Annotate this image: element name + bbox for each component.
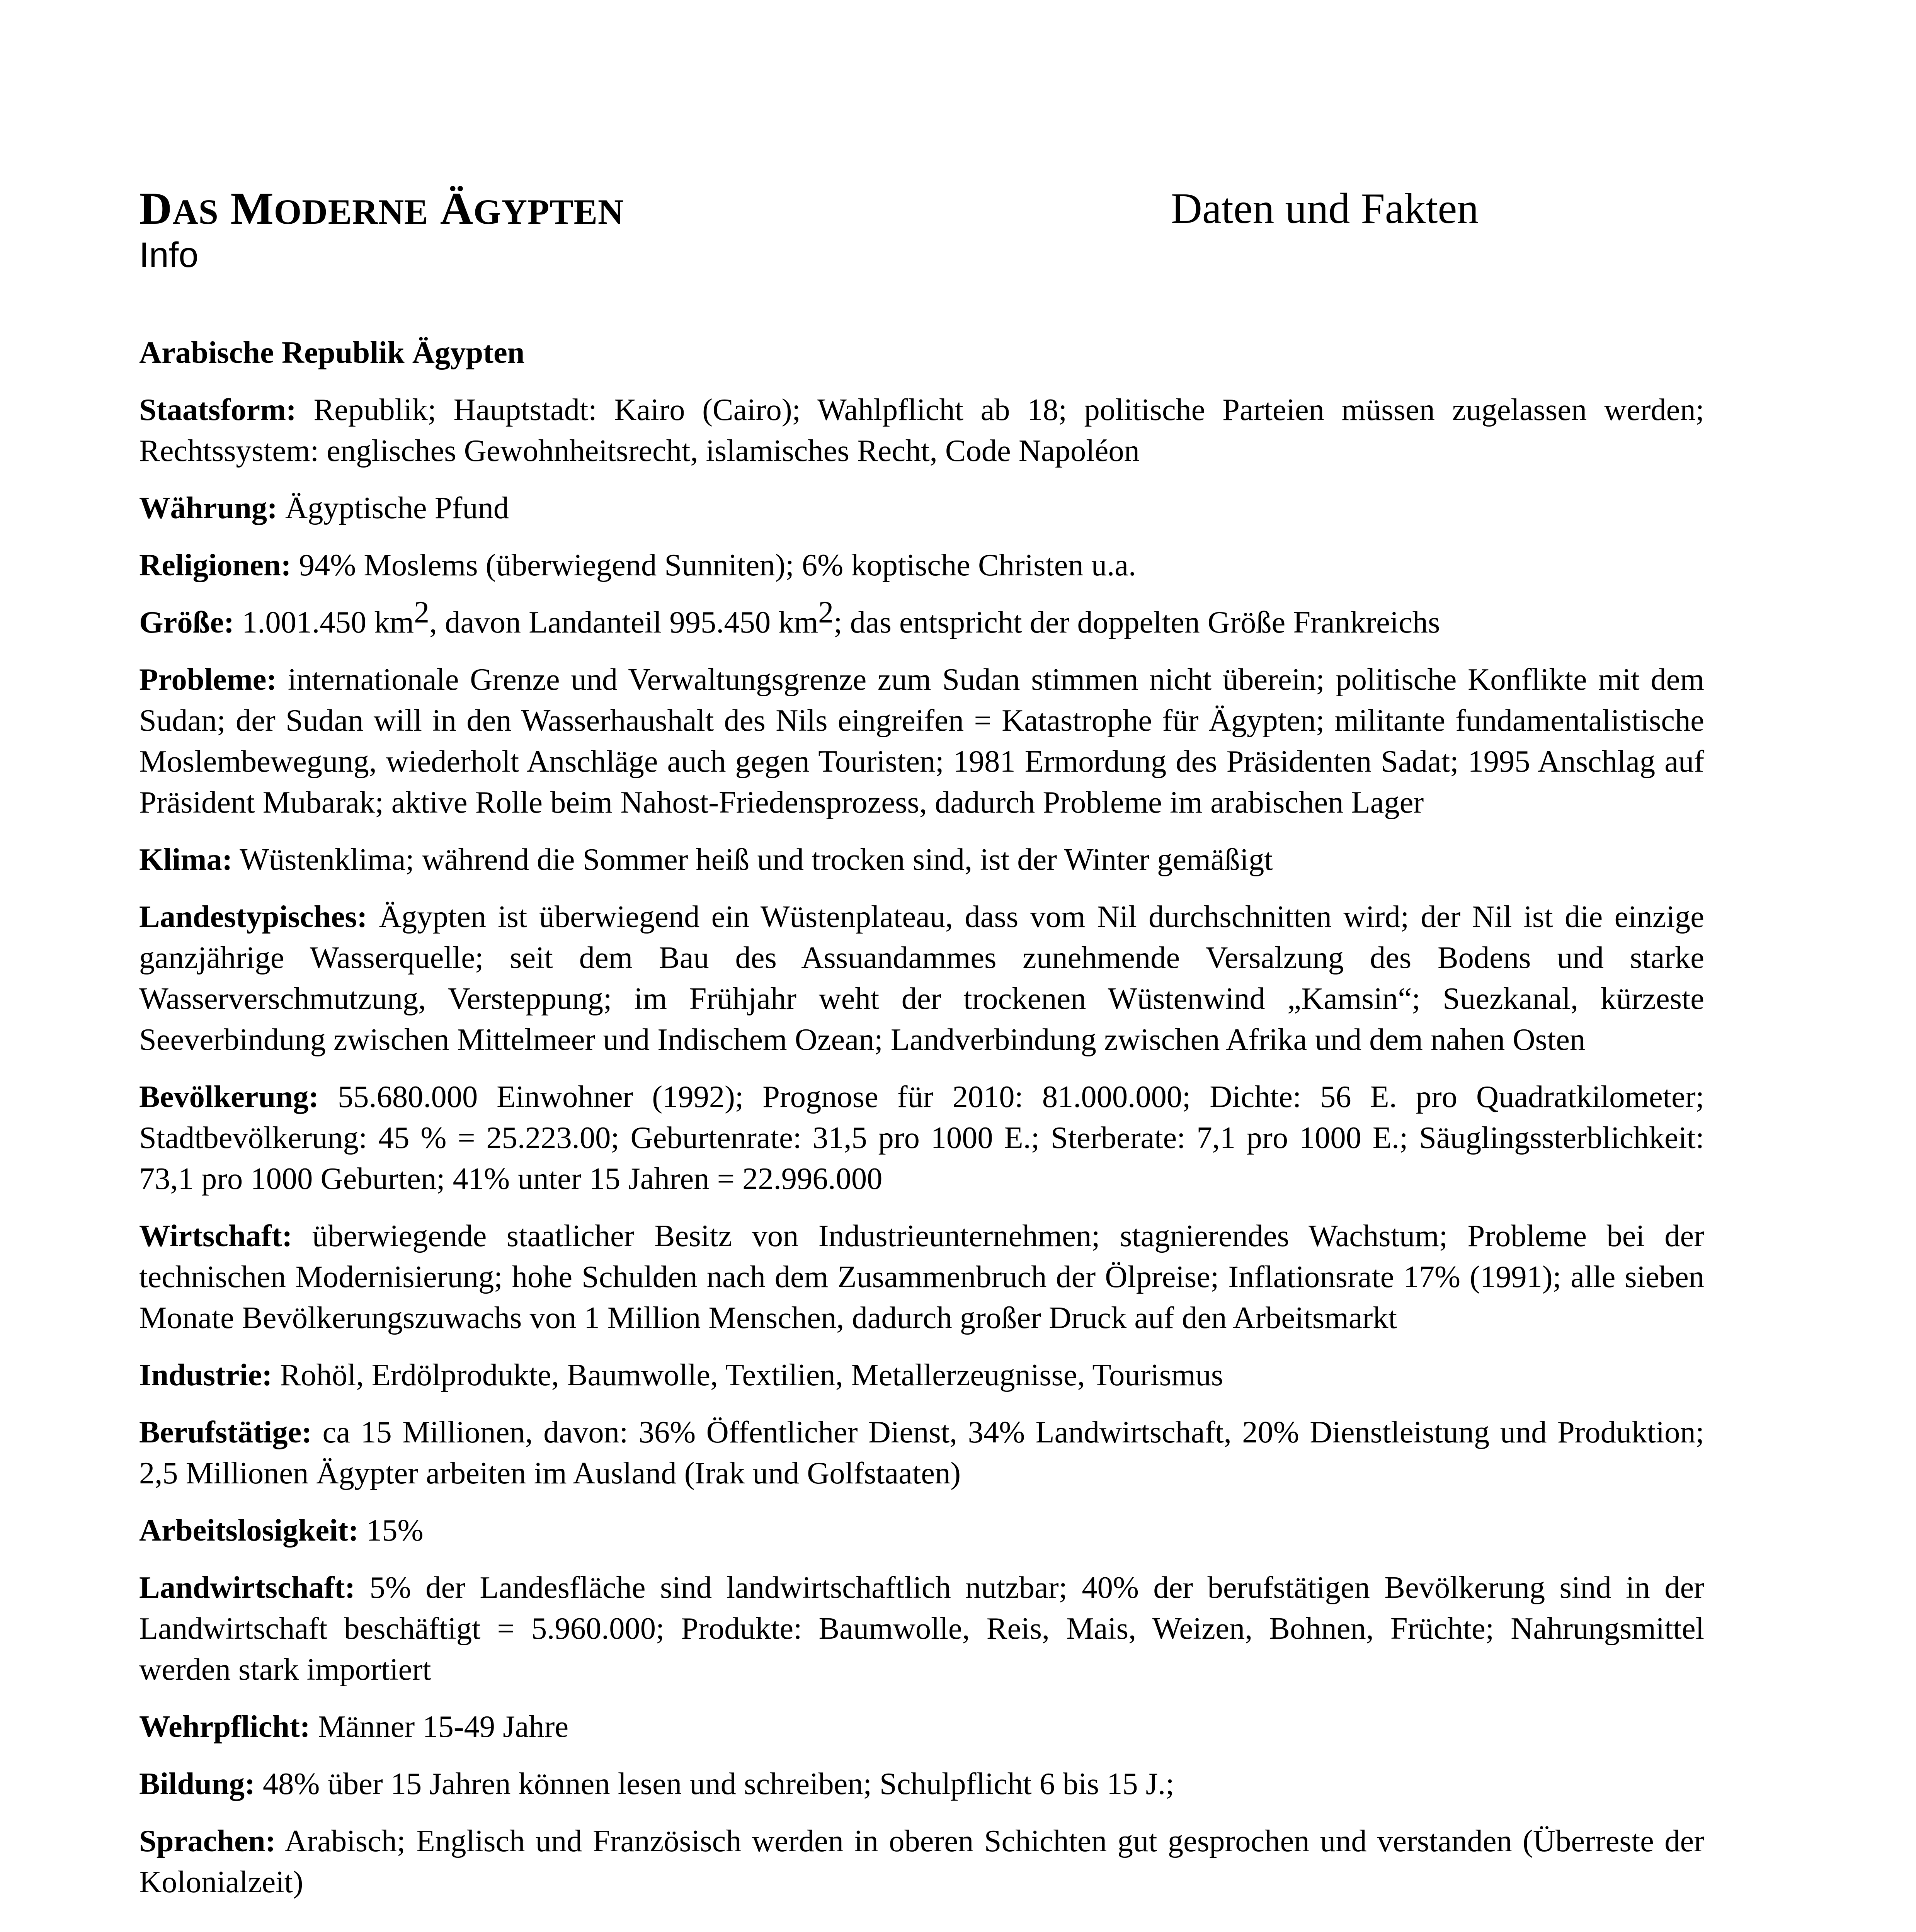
entry-staatsform [139,389,1704,471]
entry-text: Republik; Hauptstadt: Kairo (Cairo); Wahlpflicht ab 18; politische Parteien müssen zugelassen werden; Rechtssystem: englisches Gewohnheitsrecht, islamisches Recht, Code Napoléon [139,393,1704,468]
title-rest-1: AS [172,192,219,231]
entry-text: Ägyptische Pfund [277,491,509,525]
title-rest-2: ODERNE [274,192,429,231]
entry-wehrpflicht [139,1706,1704,1747]
page-title [139,182,624,239]
entry-label: Größe: [139,605,234,639]
entry-label: Staatsform: [139,393,296,427]
entry-label: Bevölkerung: [139,1080,319,1114]
entry-groesse [139,595,1704,643]
entry-arbeitslosigkeit [139,1510,1704,1551]
entry-text: Rohöl, Erdölprodukte, Baumwolle, Textilien, Metallerzeugnisse, Tourismus [272,1358,1223,1392]
entry-label: Sprachen: [139,1824,276,1858]
entry-klima [139,839,1704,880]
entry-label: Probleme: [139,662,277,697]
entry-label: Landwirtschaft: [139,1570,356,1605]
entry-text: Wüstenklima; während die Sommer heiß und trocken sind, ist der Winter gemäßigt [232,842,1273,877]
fact-sheet [139,332,1704,1919]
entry-waehrung [139,488,1704,529]
entry-text: 15% [358,1513,424,1548]
entry-landestypisches [139,896,1704,1060]
entry-text: , davon Landanteil 995.450 km [429,605,818,639]
entry-text: Männer 15-49 Jahre [310,1709,569,1744]
entry-label: Arbeitslosigkeit: [139,1513,359,1548]
entry-sprachen [139,1821,1704,1903]
entry-label: Religionen: [139,548,291,582]
entry-industrie [139,1355,1704,1396]
entry-label: Industrie: [139,1358,272,1392]
entry-text: 5% der Landesfläche sind landwirtschaftlich nutzbar; 40% der berufstätigen Bevölkerung sind in der Landwirtschaft beschäftigt = 5.960.000; Produkte: Baumwolle, Reis, Mais, Weizen, Bohnen, Früchte; Nahrungsmittel werden stark importiert [139,1570,1704,1687]
page-header [139,182,1724,298]
superscript: 2 [414,595,430,629]
section-label: Daten und Fakten [1171,185,1479,233]
entry-text: 55.680.000 Einwohner (1992); Prognose für 2010: 81.000.000; Dichte: 56 E. pro Quadratkilometer; Stadtbevölkerung: 45 % = 25.223.00; Geburtenrate: 31,5 pro 1000 E.; Sterberate: 7,1 pro 1000 E.; Säuglingssterblichkeit: 73,1 pro 1000 Geburten; 41% unter 15 Jahren = 22.996.000 [139,1080,1704,1196]
entry-landwirtschaft [139,1567,1704,1690]
entry-probleme [139,659,1704,823]
entry-bevoelkerung [139,1077,1704,1199]
entry-text: 48% über 15 Jahren können lesen und schreiben; Schulpflicht 6 bis 15 J.; [255,1767,1174,1801]
superscript: 2 [818,595,834,629]
entry-wirtschaft [139,1216,1704,1338]
entry-label: Wehrpflicht: [139,1709,310,1744]
title-cap-1: D [139,183,173,234]
entry-text: internationale Grenze und Verwaltungsgrenze zum Sudan stimmen nicht überein; politische Konflikte mit dem Sudan; der Sudan will in den Wasserhaushalt des Nils eingreifen = Katastrophe für Ägypten; militante fundamentalistische Moslembewegung, wiederholt Anschläge auch gegen Touristen; 1981 Ermordung des Präsidenten Sadat; 1995 Anschlag auf Präsident Mubarak; aktive Rolle beim Nahost-Friedensprozess, dadurch Probleme im arabischen Lager [139,662,1704,820]
title-cap-3: Ä [440,183,474,234]
entry-text: überwiegende staatlicher Besitz von Industrieunternehmen; stagnierendes Wachstum; Probleme bei der technischen Modernisierung; hohe Schulden nach dem Zusammenbruch der Ölpreise; Inflationsrate 17% (1991); alle sieben Monate Bevölkerungszuwachs von 1 Million Menschen, dadurch großer Druck auf den Arbeitsmarkt [139,1219,1704,1335]
entry-text: Arabisch; Englisch und Französisch werden in oberen Schichten gut gesprochen und verstanden (Überreste der Kolonialzeit) [139,1824,1704,1899]
entry-label: Klima: [139,842,233,877]
entry-bildung [139,1764,1704,1804]
entry-religionen [139,545,1704,586]
entry-label: Bildung: [139,1767,255,1801]
title-cap-2: M [230,183,274,234]
entry-text: ca 15 Millionen, davon: 36% Öffentlicher Dienst, 34% Landwirtschaft, 20% Dienstleistung und Produktion; 2,5 Millionen Ägypter arbeiten im Ausland (Irak und Golfstaaten) [139,1415,1704,1490]
entry-berufstaetige [139,1412,1704,1494]
page-subtitle: Info [139,235,199,275]
country-name: Arabische Republik Ägypten [139,335,525,370]
entry-text: 94% Moslems (überwiegend Sunniten); 6% koptische Christen u.a. [291,548,1137,582]
entry-text: 1.001.450 km [234,605,414,639]
entry-label: Wirtschaft: [139,1219,293,1253]
entry-text: Ägypten ist überwiegend ein Wüstenplateau, dass vom Nil durchschnitten wird; der Nil ist die einzige ganzjährige Wasserquelle; seit dem Bau des Assuandammes zunehmende Versalzung des Bodens und starke Wasserverschmutzung, Versteppung; im Frühjahr weht der trockenen Wüstenwind „Kamsin“; Suezkanal, kürzeste Seeverbindung zwischen Mittelmeer und Indischem Ozean; Landverbindung zwischen Afrika und dem nahen Osten [139,900,1704,1057]
entry-label: Berufstätige: [139,1415,312,1449]
entry-text: ; das entspricht der doppelten Größe Frankreichs [834,605,1440,639]
title-rest-3: GYPTEN [473,192,624,231]
entry-label: Landestypisches: [139,900,368,934]
entry-label: Währung: [139,491,277,525]
